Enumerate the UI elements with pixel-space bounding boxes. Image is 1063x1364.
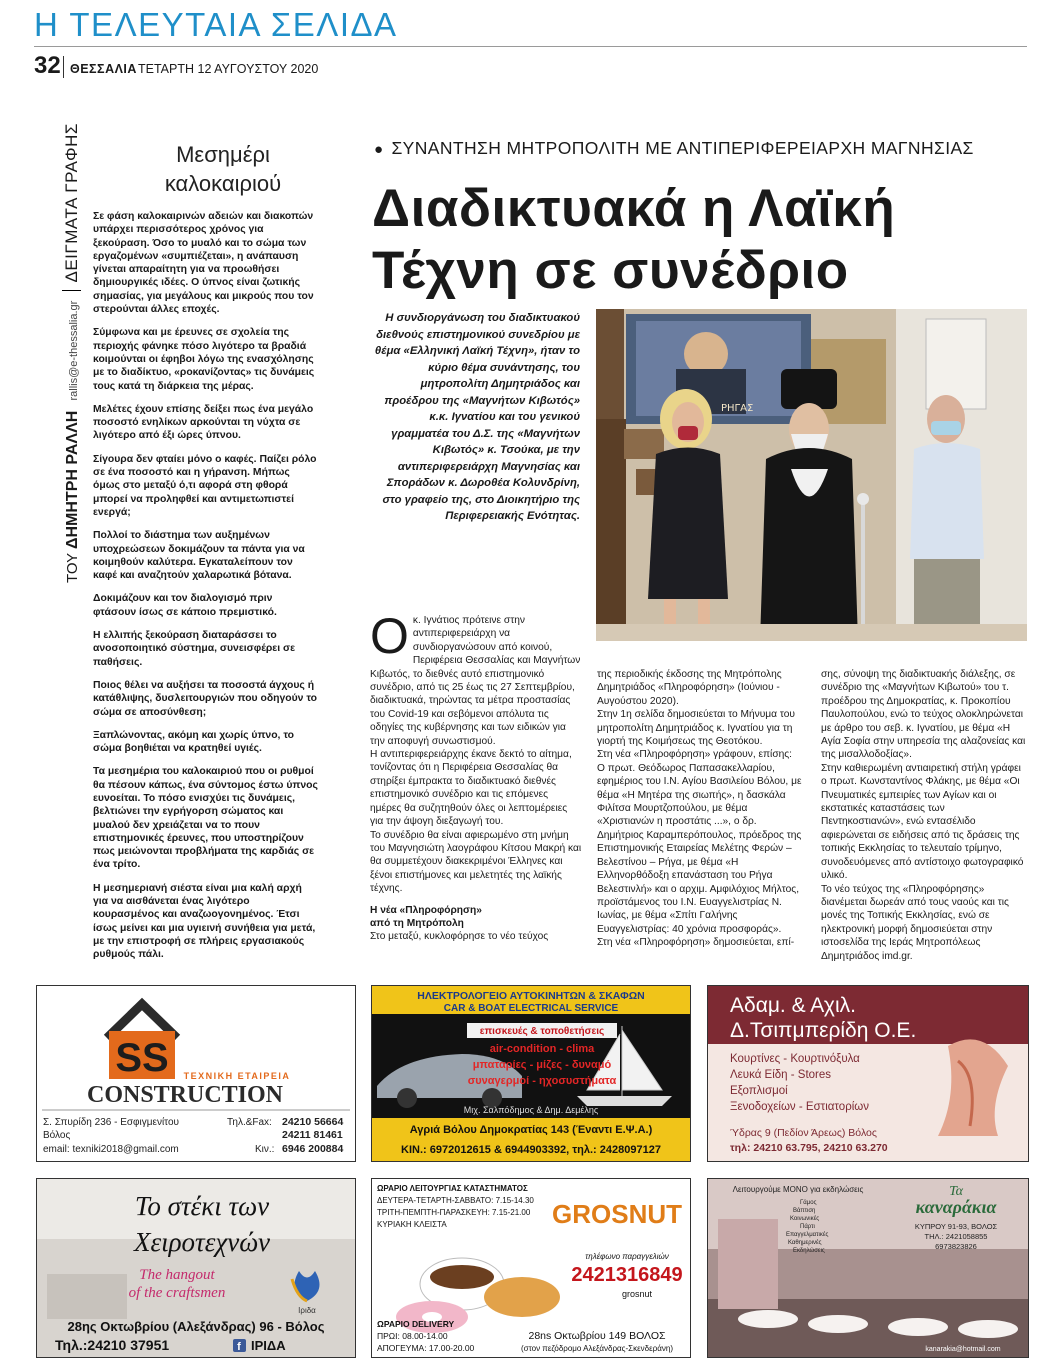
- article-photo: [596, 309, 1027, 641]
- construction-tel1[interactable]: 24210 56664: [282, 1116, 344, 1128]
- article-paragraph: Το νέο τεύχος της «Πληροφόρησης» διανέμεται δωρεάν από τους ναούς και τις μονές της Τοπικής Εκκλησίας, ενώ σε ηλεκτρονική μορφή δημοσιεύεται στην ιστοσελίδα της Ιεράς Μητροπόλεως Δημητριάδος imd.gr.: [821, 883, 1009, 962]
- first-paragraph-text: κ. Ιγνάτιος πρότεινε στην αντιπεριφερειάρχη να συνδιοργανώσουν από κοινού, Περιφέρεια Θεσσαλίας και Μαγνήτων Κιβωτός, το διεθνές αυτό επιστημονικό συνέδριο, από τις 25 έως τις 27 Σεπτεμβρίου, διαδικτυακά, τηρώντας τα μέτρα προστασίας του Covid-19 και σεβόμενοι απόλυτα τις οδηγίες της κυβέρνησης και των ειδικών για την αποφυγή συνωστισμού.: [370, 615, 581, 747]
- electrical-service-1: επισκευές & τοποθετήσεις: [479, 1026, 605, 1037]
- column-series: ΔΕΙΓΜΑΤΑ ΓΡΑΦΗΣ: [62, 123, 81, 290]
- ad-grosnut[interactable]: [371, 1178, 691, 1358]
- column-paragraph: Τα μεσημέρια του καλοκαιριού που οι ρυθμοί θα πέσουν κάπως, ένα σύντομος έστω ύπνος ευνοείται. Το πόσο ενισχύει τις δυνάμεις, βελτιώνει την εγρήγορση σώματος και μυαλού δεν χρειάζεται να το πουν επιστημονικές έρευνες, που υποστηρίζουν πως μειώνονται προβλήματα της καρδιάς σε ένα τρίτο.: [93, 766, 318, 871]
- meeting-photo-illustration: [596, 309, 1027, 641]
- grosnut-logo: GROSNUT: [552, 1199, 682, 1229]
- construction-email[interactable]: email: texniki2018@gmail.com: [43, 1144, 179, 1155]
- byline-prefix: ΤΟΥ: [64, 553, 81, 583]
- electrical-title: ΗΛΕΚΤΡΟΛΟΓΕΙΟ ΑΥΤΟΚΙΝΗΤΩΝ & ΣΚΑΦΩΝ: [417, 990, 645, 1002]
- kanarakia-tel[interactable]: ΤΗΛ.: 2421058855: [924, 1232, 988, 1241]
- electrical-ad-art: [372, 986, 690, 1161]
- issue-date: ΤΕΤΑΡΤΗ 12 ΑΥΓΟΥΣΤΟΥ 2020: [138, 62, 319, 76]
- grosnut-hours-2: ΤΡΙΤΗ-ΠΕΜΠΤΗ-ΠΑΡΑΣΚΕΥΗ: 7.15-21.00: [377, 1208, 531, 1217]
- steki-ad-art: [37, 1179, 355, 1357]
- svg-text:f: f: [237, 1341, 241, 1353]
- tsipiberidi-tel[interactable]: τηλ: 24210 63.795, 24210 63.270: [730, 1142, 888, 1154]
- column-paragraph: Η ελλιπής ξεκούραση διαταράσσει το ανοσοποιητικό σύστημα, συνεισφέρει σε παθήσεις.: [93, 630, 296, 668]
- headline-line2: Τέχνη σε συνέδριο: [372, 241, 849, 300]
- steki-english-2: of the craftsmen: [128, 1285, 226, 1301]
- painting-caption: ΡΗΓΑΣ: [721, 403, 754, 414]
- tsipiberidi-line1: Αδαμ. & Αχιλ.: [730, 994, 856, 1017]
- article-paragraph: Η αντιπεριφερειάρχης έκανε δεκτό το αίτημα, τονίζοντας ότι η Περιφέρεια Θεσσαλίας θα στηρίξει έμπρακτα το διαδικτυακό διεθνές επιστημονικό συνέδριο και τις επόμενες ημέρες θα συζητηθούν όλες οι λεπτομέρειες για την άψογη διεξαγωγή του.: [370, 749, 572, 828]
- construction-mobile[interactable]: 6946 200884: [282, 1143, 344, 1155]
- column-paragraph: Σίγουρα δεν φταίει μόνο ο καφές. Παίζει ρόλο σε ένα ποσοστό και η γήρανση. Μήπως όμως στο μεταξύ ό,τι αφορά στη φθορά μπορεί να προληφθεί και αντιμετωπιστεί ενεργά;: [93, 453, 317, 518]
- article-column-1: [370, 608, 582, 944]
- column-paragraph: Ξαπλώνοντας, ακόμη και χωρίς ύπνο, το σώμα βοηθιέται να κρατηθεί υγιές.: [93, 729, 295, 755]
- bullet-icon: ●: [374, 141, 384, 158]
- construction-tel2[interactable]: 24211 81461: [282, 1129, 343, 1141]
- column-paragraph: Σε φάση καλοκαιρινών αδειών και διακοπών υπάρχει περισσότερος χρόνος για ξεκούραση. Όσο το μυαλό και το σώμα των εργαζομένων «συμπιέζεται», η ανάπαυση γίνεται απαραίτητη για να προωθήσει δημιουργικές ιδέες. Ο ύπνος είναι ζωτικής σημασίας, για μεγάλους και μικρούς που τον στερούνται άλλες εποχές.: [93, 211, 314, 316]
- publication-name: ΘΕΣΣΑΛΙΑ: [70, 62, 137, 76]
- electrical-service-4: συναγερμοί - ηχοσυστήματα: [467, 1075, 617, 1087]
- kanarakia-item-2: Βάπτιση: [793, 1208, 816, 1214]
- construction-mob-label: Κιν.:: [255, 1144, 275, 1155]
- kanarakia-ad-art: [708, 1179, 1028, 1357]
- column-paragraph: Πολλοί το διάστημα των αυξημένων υποχρεώσεων δοκιμάζουν τα πάντα για να κοιμηθούν καλύτερα. Εγκαταλείπουν τον καφέ και αναζητούν χαλαρωτικά βότανα.: [93, 530, 305, 582]
- electrical-subtitle: CAR & BOAT ELECTRICAL SERVICE: [443, 1003, 619, 1014]
- section-title: Η ΤΕΛΕΥΤΑΙΑ ΣΕΛΙΔΑ: [34, 6, 398, 43]
- kicker-text: ΣΥΝΑΝΤΗΣΗ ΜΗΤΡΟΠΟΛΙΤΗ ΜΕ ΑΝΤΙΠΕΡΙΦΕΡΕΙΑΡΧΗ ΜΑΓΝΗΣΙΑΣ: [391, 138, 974, 158]
- tsipiberidi-item-4: Ξενοδοχείων - Εστιατορίων: [730, 1101, 870, 1113]
- grosnut-phone-label: τηλέφωνο παραγγελιών: [585, 1252, 669, 1261]
- grosnut-social[interactable]: grosnut: [621, 1289, 653, 1299]
- article-paragraph: [370, 608, 582, 748]
- tsipiberidi-item-1: Κουρτίνες - Κουρτινόξυλα: [730, 1053, 860, 1065]
- headline-line1: Διαδικτυακά η Λαϊκή: [372, 179, 896, 238]
- tsipiberidi-item-3: Εξοπλισμοί: [730, 1085, 788, 1097]
- ad-steki[interactable]: [36, 1178, 356, 1358]
- construction-tagline: ΤΕΧΝΙΚΗ ΕΤΑΙΡΕΙΑ: [183, 1071, 291, 1081]
- author-email[interactable]: rallis@e-thessalia.gr: [68, 300, 80, 401]
- steki-title-1: Το στέκι των: [134, 1191, 270, 1221]
- grosnut-hours-1: ΔΕΥΤΕΡΑ-ΤΕΤΑΡΤΗ-ΣΑΒΒΑΤΟ: 7.15-14.30: [377, 1196, 534, 1205]
- article-paragraph: Ο πρωτ. Θεόδωρος Παπασακελλαρίου, εφημέριος του Ι.Ν. Αγίου Βασιλείου Βόλου, με θέμα «Η Μητέρα της σιωπής», η δασκάλα Φιλίτσα Μουρτζοπούλου, με θέμα «Χριστιανών η προστάτις ...», ο δρ. Δημήτριος Καραμπερόπουλος, πρόεδρος της Επιστημονικής Εταιρείας Μελέτης Φερών – Βελεστίνου – Ρήγα, με θέμα «Η Ελληνορθόδοξη επανάσταση του Ρήγα Βελεστινλή» και ο αρχιμ. Αμφιλόχιος Μήλτος, προϊστάμενος του Ι.Ν. Ευαγγελιστρίας Ν. Ιωνίας, με θέμα «Σπίτι Γαλήνης Ευαγγελιστρίας: 40 χρόνια προσφοράς».: [597, 762, 802, 935]
- construction-logo-mark: SS: [115, 1036, 169, 1080]
- article-paragraph: Στο μεταξύ, κυκλοφόρησε το νέο τεύχος: [370, 931, 549, 943]
- column-paragraph: Σύμφωνα και με έρευνες σε σχολεία της περιοχής φάνηκε πόσο λιγότερο τα βραδιά κοιμούνται οι έφηβοι λόγω της ενασχόλησης με το διαδίκτυο, «ροκανίζοντας» τις δυνάμεις τους κατά τη διάρκεια της μέρας.: [93, 327, 315, 392]
- column-paragraph: Η μεσημεριανή σιέστα είναι μια καλή αρχή για να αισθάνεται ένας λιγότερο κουρασμένος και αναζωογονημένος. Έτσι ίσως μείνει και μια υγιεινή συνήθεια για μετά, με την επιστροφή σε πλήρεις εργασιακούς ρυθμούς πάλι.: [93, 882, 316, 961]
- column-title: [93, 140, 353, 198]
- article-paragraph: Στη νέα «Πληροφόρηση» γράφουν, επίσης:: [597, 749, 793, 761]
- grosnut-address-note: (στον πεζόδρομο Αλεξάνδρας-Σκενδεράνη): [520, 1344, 674, 1353]
- article-column-2: [597, 668, 803, 950]
- article-paragraph: της περιοδικής έκδοσης της Μητρόπολης Δημητριάδος «Πληροφόρηση» (Ιούνιου - Αυγούστου 2020).: [597, 669, 782, 707]
- ad-kanarakia[interactable]: [707, 1178, 1029, 1358]
- article-lead: Η συνδιοργάνωση του διαδικτυακού διεθνούς επιστημονικού συνεδρίου με θέμα «Ελληνική Λαϊκή Τέχνη», ήταν το κύριο θέμα συνάντησης, του μητροπολίτη Δημητριάδος και προέδρου της «Μαγνήτων Κιβωτός» κ.κ. Ιγνατίου και του γενικού γραμματέα του Δ.Σ. της «Μαγνήτων Κιβωτός» κ. Τσούκα, με την αντιπεριφερειάρχη Μαγνησίας και Σποράδων κ. Δωροθέα Κολυνδρίνη, στο γραφείο της, στο Διοικητήριο της Περιφερειακής Ενότητας.: [374, 312, 580, 522]
- ad-tsipiberidi[interactable]: [707, 985, 1029, 1162]
- steki-title-2: Χειροτεχνών: [133, 1227, 271, 1257]
- kanarakia-mobile[interactable]: 6973823826: [935, 1242, 977, 1251]
- steki-address: 28ης Οκτωβρίου (Αλεξάνδρας) 96 - Βόλος: [67, 1319, 325, 1334]
- steki-brand: Ιριδα: [298, 1306, 316, 1315]
- subhead-line2: από τη Μητρόπολη: [370, 917, 464, 929]
- article-paragraph: Στην καθιερωμένη αντιαιρετική στήλη γράφει ο πρωτ. Κωνσταντίνος Φλάκης, με θέμα «Οι Πνευματικές εμπειρίες των Αγίων και οι εκστατικές καταστάσεις των Πεντηκοστιανών», ενώ εντασέλιδο αφιερώνεται σε ειδήσεις από τις δράσεις της τοπικής Εκκλησίας το τελευταίο τρίμηνο, συνοδευόμενες από αντίστοιχο φωτογραφικό υλικό.: [821, 762, 1024, 882]
- column-paragraph: Μελέτες έχουν επίσης δείξει πως ένα μεγάλο ποσοστό ενηλίκων αρκούνται τη νύχτα σε λιγότερο από έξι ώρες ύπνου.: [93, 403, 314, 442]
- author-name: ΔΗΜΗΤΡΗ ΡΑΛΛΗ: [64, 410, 81, 550]
- column-title-line2: καλοκαιριού: [164, 171, 282, 196]
- construction-city: Βόλος: [43, 1130, 71, 1141]
- grosnut-delivery-afternoon: ΑΠΟΓΕΥΜΑ: 17.00-20.00: [377, 1343, 475, 1353]
- kanarakia-social[interactable]: kanarakia@hotmail.com: [925, 1346, 1001, 1353]
- grosnut-phone[interactable]: 2421316849: [571, 1264, 683, 1286]
- article-paragraph: Στη νέα «Πληροφόρηση» δημοσιεύεται, επί-: [597, 937, 795, 949]
- electrical-service-2: air-condition - clima: [489, 1043, 595, 1055]
- article-column-3: [821, 668, 1027, 963]
- electrical-address: Αγριά Βόλου Δημοκρατίας 143 (Έναντι Ε.Ψ.Α.): [409, 1124, 653, 1136]
- tsipiberidi-address: Ύδρας 9 (Πεδίον Άρεως) Βόλος: [730, 1127, 877, 1139]
- article-paragraph: σης, σύνοψη της διαδικτυακής διάλεξης, σε συνέδριο της «Μαγνήτων Κιβωτού» του τ. προέδρου της Δημοκρατίας, κ. Προκοπίου Παυλοπούλου, ενώ το τεύχος ολοκληρώνεται με άρθρο του σεβ. κ. Ιγνατίου, με θέμα «Η Αγία Σοφία στην υπηρεσία της αλαζονείας και της μισαλλοδοξίας».: [821, 669, 1026, 761]
- construction-tel-label: Τηλ.&Fax:: [227, 1117, 272, 1128]
- column-paragraph: Δοκιμάζουν και τον διαλογισμό πριν φτάσουν ίσως σε κάποιο πρεμιστικό.: [93, 593, 277, 618]
- tsipiberidi-item-2: Λευκά Είδη - Stores: [730, 1069, 832, 1081]
- column-byline: [62, 123, 82, 583]
- kanarakia-item-6: Καθημερινές: [788, 1240, 822, 1246]
- article-kicker: [374, 138, 974, 159]
- kanarakia-item-1: Γάμος: [800, 1200, 817, 1206]
- drop-cap: Ο: [370, 608, 409, 664]
- tsipiberidi-line2: Δ.Τσιπμπερίδη Ο.Ε.: [730, 1019, 917, 1042]
- article-paragraph: Το συνέδριο θα είναι αφιερωμένο στη μνήμη του Μαγνησιώτη λαογράφου Κίτσου Μακρή και θα συμμετέχουν διακεκριμένοι Έλληνες και ξένοι επιστήμονες και μελετητές της λαϊκής τέχνης.: [370, 829, 582, 895]
- page-number-divider: [63, 56, 64, 78]
- subhead-line1: Η νέα «Πληροφόρηση»: [370, 904, 482, 916]
- kanarakia-item-3: Κοινωνικές: [790, 1216, 820, 1222]
- grosnut-hours-3: ΚΥΡΙΑΚΗ ΚΛΕΙΣΤΑ: [377, 1220, 447, 1229]
- electrical-service-3: μπαταρίες - μίζες - δυναμό: [472, 1059, 612, 1071]
- column-paragraph: Ποιος θέλει να αυξήσει τα ποσοστά άγχους ή κατάθλιψης, δυσλειτουργιών που οδηγούν το σώμα σε αποσύνθεση;: [93, 679, 318, 718]
- kanarakia-logo: καναράκια: [915, 1197, 997, 1217]
- grosnut-ad-art: [372, 1179, 690, 1357]
- steki-english-1: The hangout: [139, 1267, 215, 1283]
- column-body: [93, 210, 318, 972]
- kanarakia-item-4: Πάρτι: [800, 1224, 815, 1230]
- article-subhead: [370, 904, 582, 931]
- column-title-line1: Μεσημέρι: [176, 142, 270, 167]
- construction-ad-art: [37, 986, 355, 1161]
- construction-name: CONSTRUCTION: [86, 1082, 284, 1108]
- grosnut-hours-title: ΩΡΑΡΙΟ ΛΕΙΤΟΥΡΓΙΑΣ ΚΑΤΑΣΤΗΜΑΤΟΣ: [377, 1184, 528, 1193]
- article-paragraph: Στην 1η σελίδα δημοσιεύεται το Μήνυμα του μητροπολίτη Δημητριάδος κ. Ιγνατίου για τη γιορτή της Κοιμήσεως της Θεοτόκου.: [597, 709, 796, 748]
- page-number: 32: [34, 52, 61, 79]
- steki-facebook[interactable]: ΙΡΙΔΑ: [251, 1338, 286, 1353]
- electrical-owners: Μιχ. Σαλπόδημος & Δημ. Δεμέλης: [463, 1105, 599, 1115]
- steki-tel[interactable]: Τηλ.:24210 37951: [55, 1337, 170, 1353]
- kanarakia-logo-ta: Τα: [949, 1184, 963, 1199]
- ad-construction[interactable]: [36, 985, 356, 1162]
- grosnut-delivery-title: ΩΡΑΡΙΟ DELIVERY: [377, 1319, 455, 1329]
- ad-electrical[interactable]: [371, 985, 691, 1162]
- kanarakia-item-5: Επαγγελματικές: [786, 1232, 829, 1238]
- grosnut-address: 28ns Οκτωβρίου 149 ΒΟΛΟΣ: [528, 1330, 666, 1342]
- tsipiberidi-ad-art: [708, 986, 1028, 1161]
- kanarakia-item-7: Εκδηλώσεις: [793, 1248, 825, 1254]
- kanarakia-address: ΚΥΠΡΟΥ 91-93, ΒΟΛΟΣ: [914, 1222, 998, 1231]
- electrical-phones[interactable]: ΚΙΝ.: 6972012615 & 6944903392, τηλ.: 2428097127: [401, 1144, 661, 1156]
- article-headline: [372, 178, 895, 302]
- construction-address: Σ. Σπυρίδη 236 - Εσφιγμενίτου: [43, 1117, 180, 1128]
- grosnut-delivery-morning: ΠΡΩΙ: 08.00-14.00: [377, 1331, 448, 1341]
- header-rule: [34, 46, 1027, 47]
- kanarakia-top: Λειτουργούμε ΜΟΝΟ για εκδηλώσεις: [732, 1185, 864, 1194]
